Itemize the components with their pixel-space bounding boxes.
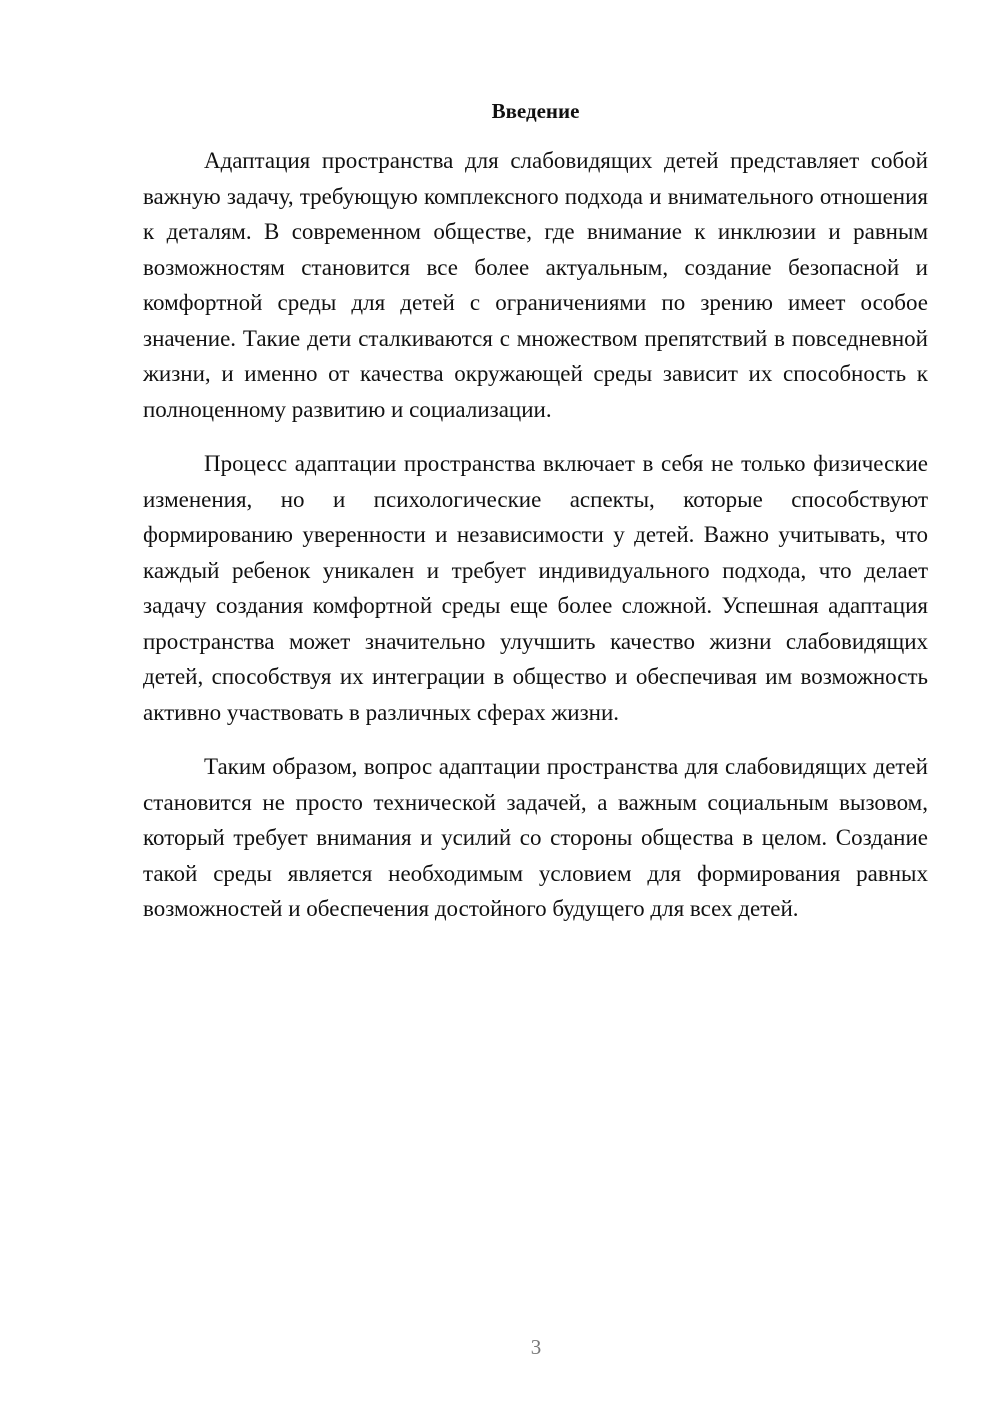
paragraph-3: Таким образом, вопрос адаптации пространства для слабовидящих детей становится не просто технической задачей, а важным социальным вызовом, который требует внимания и усилий со стороны общества в целом. Создание такой среды является необходимым условием для формирования равных возможностей и обеспечения достойного будущего для всех детей. [143,754,928,921]
document-body [143,143,928,946]
page-number: 3 [530,1335,542,1359]
paragraph-1: Адаптация пространства для слабовидящих детей представляет собой важную задачу, требующую комплексного подхода и внимательного отношения к деталям. В современном обществе, где внимание к инклюзии и равным возможностям становится все более актуальным, создание безопасной и комфортной среды для детей с ограничениями по зрению имеет особое значение. Такие дети сталкиваются с множеством препятствий в повседневной жизни, и именно от качества окружающей среды зависит их способность к полноценному развитию и социализации. [143,148,928,422]
page-title: Введение [491,99,580,123]
paragraph-2: Процесс адаптации пространства включает в себя не только физические изменения, но и психологические аспекты, которые способствуют формированию уверенности и независимости у детей. Важно учитывать, что каждый ребенок уникален и требует индивидуального подхода, что делает задачу создания комфортной среды еще более сложной. Успешная адаптация пространства может значительно улучшить качество жизни слабовидящих детей, способствуя их интеграции в общество и обеспечивая им возможность активно участвовать в различных сферах жизни. [143,451,928,725]
